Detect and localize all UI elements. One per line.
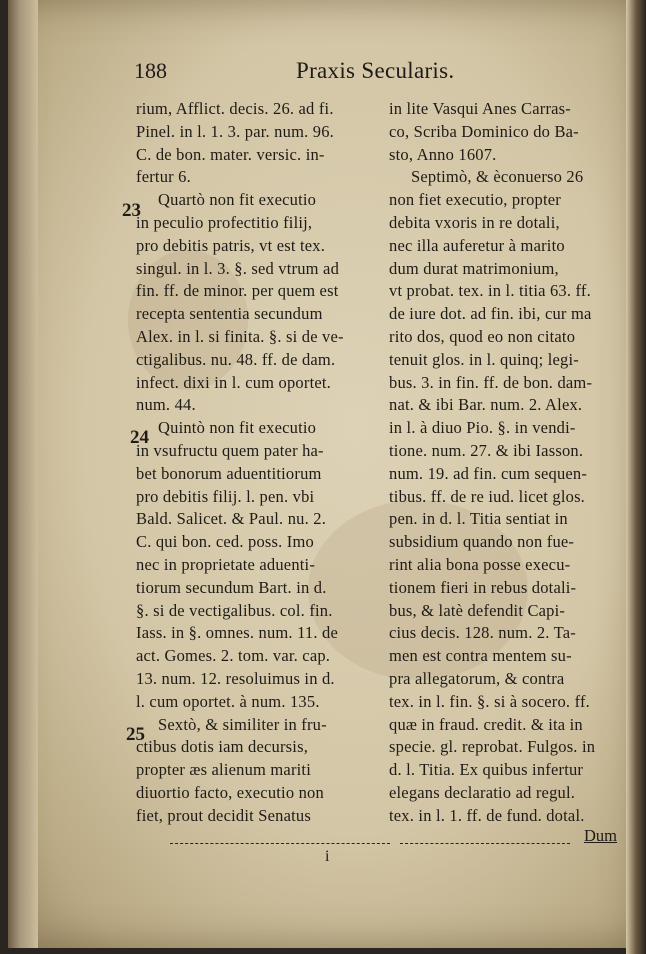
text-line: d. l. Titia. Ex quibus infertur — [389, 760, 584, 780]
text-line: elegans declaratio ad regul. — [389, 782, 576, 802]
paragraph-number-23: 23 — [122, 200, 141, 221]
text-line: l. cum oportet. à num. 135. — [136, 691, 320, 711]
text-line: pro debitis patris, vt est tex. — [136, 235, 326, 255]
text-line: non fiet executio, propter — [389, 190, 561, 210]
text-line: ctigalibus. nu. 48. ff. de dam. — [136, 349, 336, 369]
text-line: Quintò non fit executio — [158, 418, 317, 438]
text-line: propter æs alienum mariti — [136, 760, 312, 780]
text-line: pro debitis filij. l. pen. vbi — [136, 486, 315, 506]
text-line: act. Gomes. 2. tom. var. cap. — [136, 646, 331, 666]
page-number: 188 — [134, 58, 167, 83]
text-line: §. si de vectigalibus. col. fin. — [136, 600, 333, 620]
text-line: vt probat. tex. in l. titia 63. ff. — [389, 281, 591, 301]
text-line: fiet, prout decidit Senatus — [136, 805, 311, 825]
text-line: Bald. Salicet. & Paul. nu. 2. — [136, 509, 327, 529]
text-line: pra allegatorum, & contra — [389, 668, 565, 688]
text-line: nec illa auferetur à marito — [389, 235, 565, 255]
text-line: in l. à diuo Pio. §. in vendi- — [389, 418, 576, 438]
text-line: C. de bon. mater. versic. in- — [136, 144, 325, 164]
left-column — [136, 98, 386, 828]
paragraph-number-25: 25 — [126, 724, 145, 745]
underline-mark — [400, 843, 570, 844]
paragraph-number-24: 24 — [130, 427, 149, 448]
text-line: tex. in l. 1. ff. de fund. dotal. — [389, 805, 585, 825]
text-line: Sextò, & similiter in fru- — [158, 714, 327, 734]
page-edge — [626, 0, 646, 954]
text-line: in vsufructu quem pater ha- — [136, 440, 324, 460]
text-line: bus. 3. in fin. ff. de bon. dam- — [389, 372, 593, 392]
text-line: bet bonorum aduentitiorum — [136, 463, 322, 483]
running-title: Praxis Secularis. — [296, 58, 455, 83]
text-line: ctibus dotis iam decursis, — [136, 737, 309, 757]
text-line: tiorum secundum Bart. in d. — [136, 577, 327, 597]
text-line: nat. & ibi Bar. num. 2. Alex. — [389, 395, 583, 415]
text-line: tenuit glos. in l. quinq; legi- — [389, 349, 579, 369]
signature-mark: i — [325, 848, 330, 865]
text-line: in peculio profectitio filij, — [136, 212, 313, 232]
text-line: subsidium quando non fue- — [389, 532, 575, 552]
text-line: debita vxoris in re dotali, — [389, 212, 560, 232]
text-line: bus, & latè defendit Capi- — [389, 600, 566, 620]
text-line: num. 19. ad fin. cum sequen- — [389, 463, 588, 483]
text-line: tione. num. 27. & ibi Iasson. — [389, 440, 584, 460]
text-line: Pinel. in l. 1. 3. par. num. 96. — [136, 121, 334, 141]
right-column — [389, 98, 629, 828]
text-line: pen. in d. l. Titia sentiat in — [389, 509, 568, 529]
text-line: in lite Vasqui Anes Carras- — [389, 99, 571, 118]
underline-mark — [170, 843, 390, 844]
text-line: men est contra mentem su- — [389, 646, 572, 666]
text-line: fertur 6. — [136, 167, 191, 187]
text-line: cius decis. 128. num. 2. Ta- — [389, 623, 576, 643]
text-line: sto, Anno 1607. — [389, 144, 497, 164]
page-header — [134, 58, 474, 92]
text-line: fin. ff. de minor. per quem est — [136, 281, 339, 301]
text-line: singul. in l. 3. §. sed vtrum ad — [136, 258, 340, 278]
text-line: co, Scriba Dominico do Ba- — [389, 121, 579, 141]
text-line: dum durat matrimonium, — [389, 258, 559, 278]
text-line: Iass. in §. omnes. num. 11. de — [136, 623, 338, 643]
text-line: Septimò, & èconuerso 26 — [411, 167, 584, 187]
text-line: C. qui bon. ced. poss. Imo — [136, 532, 314, 552]
catchword: Dum — [584, 826, 617, 845]
text-line: rint alia bona posse execu- — [389, 554, 571, 574]
text-line: recepta sententia secundum — [136, 304, 323, 324]
text-line: tex. in l. fin. §. si à socero. ff. — [389, 691, 590, 711]
text-line: quæ in fraud. credit. & ita in — [389, 714, 583, 734]
text-line: rito dos, quod eo non citato — [389, 326, 576, 346]
text-line: rium, Afflict. decis. 26. ad fi. — [136, 99, 334, 118]
text-line: infect. dixi in l. cum oportet. — [136, 372, 331, 392]
text-line: 13. num. 12. resoluimus in d. — [136, 668, 335, 688]
text-line: num. 44. — [136, 395, 196, 415]
text-line: Alex. in l. si finita. §. si de ve- — [136, 326, 344, 346]
text-line: specie. gl. reprobat. Fulgos. in — [389, 737, 596, 757]
text-line: tibus. ff. de re iud. licet glos. — [389, 486, 586, 506]
text-line: diuortio facto, executio non — [136, 782, 324, 802]
text-line: nec in proprietate aduenti- — [136, 554, 316, 574]
text-line: Quartò non fit executio — [158, 190, 317, 210]
page-gutter — [8, 0, 38, 948]
text-line: de iure dot. ad fin. ibi, cur ma — [389, 304, 592, 324]
text-line: tionem fieri in rebus dotali- — [389, 577, 577, 597]
